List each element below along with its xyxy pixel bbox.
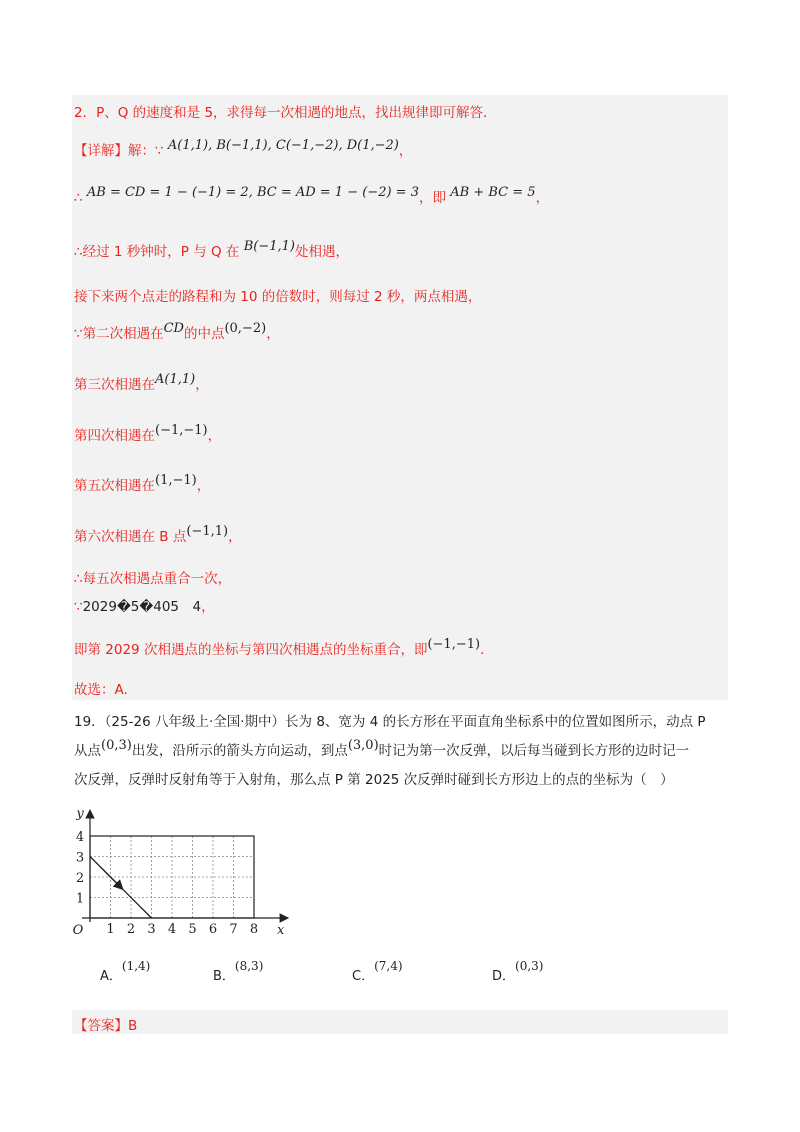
- sum-math: AB + BC = 5: [450, 185, 536, 200]
- x-tick-label: 5: [188, 922, 197, 937]
- lengths-line: [74, 186, 549, 206]
- q19-text-b: 出发，沿所示的箭头方向运动，到点: [131, 743, 348, 759]
- lengths-mid: ，即: [418, 190, 446, 206]
- question-19-line-2: [74, 737, 724, 766]
- start-point-math: (0,3): [101, 738, 132, 753]
- answer-value: B: [128, 1018, 138, 1034]
- division-line: [74, 595, 215, 615]
- option-d-letter: D．: [492, 969, 516, 984]
- option-c-letter: C．: [352, 969, 375, 984]
- q19-text-a: 从点: [74, 743, 101, 759]
- midpoint-text: 的中点: [183, 326, 225, 342]
- first-meet-line: [74, 240, 349, 260]
- option-d-value: (0,3): [515, 959, 544, 973]
- fourth-meet-line: [74, 424, 221, 444]
- question-19: [74, 708, 724, 795]
- option-c-value: (7,4): [374, 959, 403, 973]
- solution-step-2: [74, 101, 497, 121]
- x-tick-label: 1: [106, 922, 115, 937]
- axes: [82, 811, 287, 922]
- first-bounce-math: (3,0): [347, 738, 379, 753]
- fifth-meet-math: (1,−1): [155, 473, 197, 488]
- sixth-meet-math: (−1,1): [186, 524, 229, 539]
- detail-line: [74, 139, 412, 159]
- choice-line: [74, 678, 128, 698]
- y-axis-label: y: [76, 808, 84, 822]
- y-tick-label: 2: [75, 871, 85, 886]
- punct: ，: [266, 326, 280, 342]
- conclusion-line: [74, 638, 484, 658]
- rule-text: 接下来两个点走的路程和为 10 的倍数时，则每过 2 秒，两点相遇，: [74, 289, 482, 305]
- first-meet-end: 处相遇，: [294, 244, 349, 260]
- punct: .: [480, 642, 485, 658]
- segment-cd-math: CD: [163, 321, 184, 336]
- punct: ，: [196, 478, 211, 494]
- x-tick-label: 7: [229, 922, 238, 937]
- x-tick-label: 2: [126, 922, 136, 937]
- fifth-meet-line: [74, 474, 210, 494]
- second-meet-math: (0,−2): [224, 321, 267, 336]
- choice-text: 故选：A.: [74, 682, 128, 698]
- conclusion-math: (−1,−1): [427, 637, 481, 652]
- x-tick-label: 3: [147, 922, 156, 937]
- option-d[interactable]: [492, 959, 544, 984]
- second-meet-line: [74, 322, 280, 342]
- option-b-letter: B．: [213, 969, 235, 984]
- answer-tag: 【答案】: [74, 1018, 128, 1034]
- lengths-math: AB = CD = 1 − (−1) = 2, BC = AD = 1 − (−2) = 3: [86, 185, 419, 200]
- sixth-meet-line: [74, 525, 242, 545]
- second-meet-text: ∵第二次相遇在: [74, 326, 164, 342]
- y-tick-label: 4: [75, 830, 85, 845]
- rule-line: [74, 285, 481, 305]
- option-c[interactable]: [352, 959, 403, 984]
- x-tick-label: 6: [208, 922, 218, 937]
- period-line: [74, 567, 231, 587]
- direction-arrow-icon: [102, 869, 121, 888]
- fourth-meet-text: 第四次相遇在: [74, 428, 155, 444]
- therefore-symbol: ∴: [74, 190, 83, 206]
- fifth-meet-text: 第五次相遇在: [74, 478, 155, 494]
- origin-label: O: [72, 923, 84, 938]
- x-tick-label: 4: [167, 922, 177, 937]
- grid-lines: [90, 836, 254, 918]
- punct: ，: [201, 599, 215, 615]
- sixth-meet-text: 第六次相遇在 B 点: [74, 529, 187, 545]
- option-a[interactable]: [100, 959, 151, 984]
- third-meet-math: A(1,1): [155, 372, 196, 387]
- punct: ，: [398, 143, 413, 159]
- answer-line: [74, 1014, 137, 1034]
- option-a-value: (1,4): [121, 959, 151, 973]
- question-19-line-1: 19．（25-26 八年级上·全国·期中）长为 8、宽为 4 的长方形在平面直角坐标系中的位置如图所示，动点 P: [74, 714, 706, 730]
- period-text: ∴每五次相遇点重合一次，: [74, 571, 232, 587]
- option-b[interactable]: [213, 959, 264, 984]
- motion-path: [90, 857, 152, 919]
- q19-text-c: 时记为第一次反弹，以后每当碰到长方形的边时记一: [378, 743, 690, 759]
- fourth-meet-math: (−1,−1): [155, 423, 208, 438]
- third-meet-text: 第三次相遇在: [74, 377, 155, 393]
- first-meet-text: ∴经过 1 秒钟时，P 与 Q 在: [74, 244, 240, 260]
- punct: ，: [228, 529, 242, 545]
- question-19-line-3: 次反弹，反弹时反射角等于入射角，那么点 P 第 2025 次反弹时碰到长方形边上的点的坐标为（ ）: [74, 772, 674, 788]
- punct: ，: [535, 190, 550, 206]
- x-axis-label: x: [276, 923, 285, 938]
- x-tick-label: 8: [249, 922, 259, 937]
- because-symbol: ∵: [74, 599, 83, 615]
- division-text: 2029�5�405 4: [82, 599, 202, 615]
- answer-background: [72, 1010, 728, 1034]
- coordinate-graph: [60, 808, 300, 948]
- punct: ，: [195, 377, 209, 393]
- option-b-value: (8,3): [234, 959, 264, 973]
- punct: ，: [207, 428, 222, 444]
- option-a-letter: A．: [100, 969, 122, 984]
- first-meet-math: B(−1,1): [243, 239, 295, 254]
- detail-tag: 【详解】: [74, 143, 128, 159]
- conclusion-text: 即第 2029 次相遇点的坐标与第四次相遇点的坐标重合，即: [74, 642, 428, 658]
- y-tick-label: 1: [75, 891, 85, 907]
- detail-text: 解：∵: [128, 143, 164, 159]
- third-meet-line: [74, 373, 209, 393]
- points-math: A(1,1), B(−1,1), C(−1,−2), D(1,−2): [167, 138, 399, 153]
- y-tick-label: 3: [75, 850, 85, 866]
- solution-step-2-text: 2．P、Q 的速度和是 5，求得每一次相遇的地点，找出规律即可解答．: [74, 105, 497, 121]
